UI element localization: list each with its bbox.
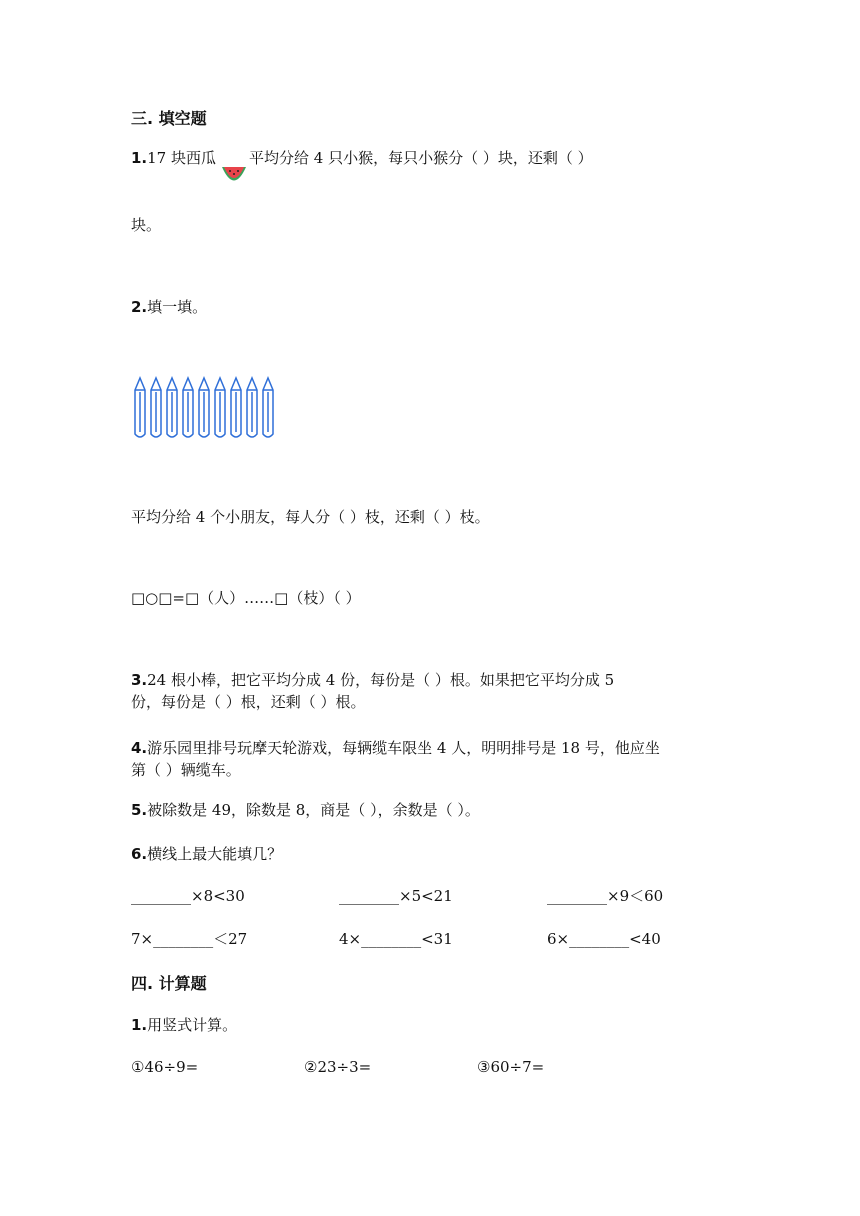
calc-item-1: ①46÷9= — [131, 1058, 199, 1076]
question-4-number: 4. — [131, 739, 148, 757]
calc-item-2: ②23÷3= — [304, 1058, 372, 1076]
question-5-number: 5. — [131, 801, 148, 819]
question-2-number: 2. — [131, 298, 148, 316]
section-title-calculation: 四. 计算题 — [131, 974, 207, 993]
question-1-line-2: 块。 — [131, 216, 162, 234]
question-5-text: 被除数是 49，除数是 8，商是（ ），余数是（ ）。 — [147, 801, 480, 819]
calc-question-1-title-text: 用竖式计算。 — [147, 1016, 238, 1034]
question-1-line-1b: 平均分给 4 只小猴，每只小猴分（ ）块，还剩（ ） — [249, 149, 593, 167]
question-2-line-2: □○□=□（人）……□（枝）（ ） — [131, 589, 361, 607]
section-title-fill-in: 三. 填空题 — [131, 109, 207, 128]
question-3-line-1 — [131, 669, 614, 691]
question-2-title — [131, 296, 207, 318]
pencil-group — [135, 378, 273, 437]
question-4-line-1 — [131, 737, 660, 759]
question-1-line-1a — [131, 147, 216, 169]
question-6-number: 6. — [131, 845, 148, 863]
inequality-r2c2: 4×________<31 — [339, 930, 453, 948]
watermelon-icon — [220, 164, 248, 188]
inequality-r1c1: ________×8<30 — [131, 887, 245, 905]
question-2-title-text: 填一填。 — [147, 298, 208, 316]
question-4-text: 游乐园里排号玩摩天轮游戏，每辆缆车限坐 4 人，明明排号是 18 号，他应坐 — [147, 739, 660, 757]
calc-question-1-title — [131, 1014, 237, 1036]
question-6-title — [131, 843, 282, 865]
pencils-illustration — [131, 376, 281, 442]
inequality-r1c2: ________×5<21 — [339, 887, 453, 905]
question-1-text-a: 17 块西瓜 — [147, 149, 216, 167]
inequality-r1c3: ________×9＜60 — [547, 887, 664, 905]
calc-item-3: ③60÷7= — [477, 1058, 545, 1076]
question-6-title-text: 横线上最大能填几？ — [147, 845, 283, 863]
inequality-r2c3: 6×________<40 — [547, 930, 661, 948]
calc-question-1-number: 1. — [131, 1016, 148, 1034]
question-3-text: 24 根小棒，把它平均分成 4 份，每份是（ ）根。如果把它平均分成 5 — [147, 671, 615, 689]
question-5-line-1 — [131, 799, 480, 821]
question-4-line-2: 第（ ）辆缆车。 — [131, 761, 241, 779]
question-2-line-1: 平均分给 4 个小朋友，每人分（ ）枝，还剩（ ）枝。 — [131, 508, 490, 526]
question-1-number: 1. — [131, 149, 148, 167]
inequality-r2c1: 7×________＜27 — [131, 930, 248, 948]
question-3-number: 3. — [131, 671, 148, 689]
question-3-line-2: 份，每份是（ ）根，还剩（ ）根。 — [131, 693, 366, 711]
